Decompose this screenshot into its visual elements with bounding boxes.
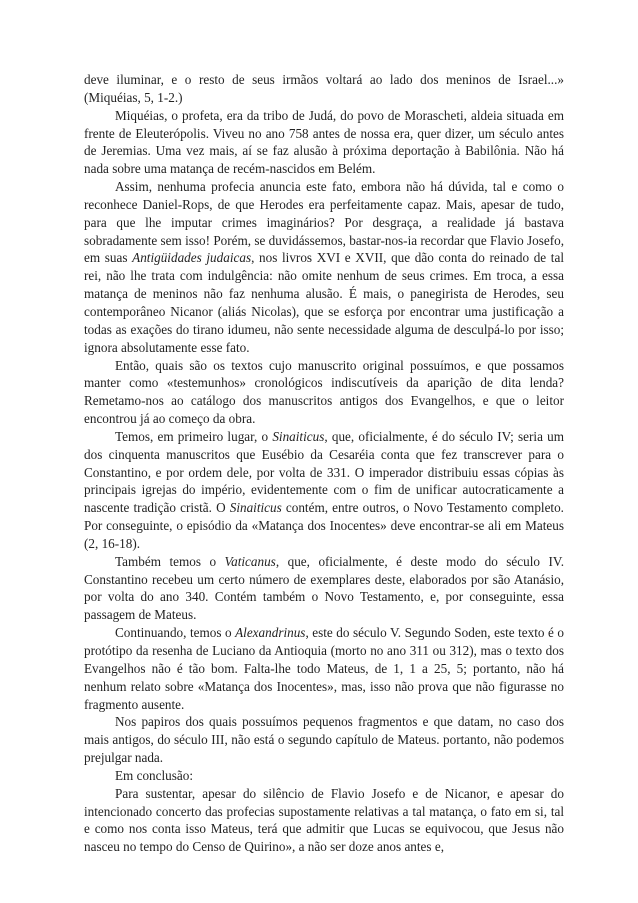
paragraph-10 [84, 785, 564, 856]
manuscript-name-italic: Vaticanus [224, 553, 276, 569]
paragraph-text: Então, quais são os textos cujo manuscrito original possuímos, e que possamos manter como «testemunhos» cronológicos indiscutíveis da aparição de dita lenda? Remetamo-nos ao catálogo dos manuscritos antigos dos Evangelhos, e que o leitor encontrou já ao começo da obra. [84, 357, 564, 427]
paragraph-9 [84, 767, 564, 785]
paragraph-4 [84, 357, 564, 428]
paragraph-text: Em conclusão: [115, 767, 194, 783]
paragraph-text: , nos livros XVI e XVII, que dão conta do reinado de tal rei, não lhe trata com indulgência: não omite nenhum de seus crimes. Em troca, a essa matança de meninos não faz nenhuma alusão. É mais, o panegirista de Herodes, seu contemporâneo Nicanor (aliás Nicolas), que se esforça por encontrar uma justificação a todas as exações do tirano idumeu, não sente necessidade alguma de desculpá-lo por isso; ignora absolutamente esse fato. [84, 250, 564, 355]
paragraph-5 [84, 428, 564, 553]
paragraph-1 [84, 71, 564, 107]
manuscript-name-italic: Alexandrinus [235, 625, 306, 641]
manuscript-name-italic: Sinaiticus [229, 500, 282, 516]
paragraph-6 [84, 553, 564, 624]
paragraph-text: Nos papiros dos quais possuímos pequenos fragmentos e que datam, no caso dos mais antigos, do século III, não está o segundo capítulo de Mateus. portanto, não podemos prejulgar nada. [84, 714, 564, 766]
paragraph-text: Também temos o [115, 553, 225, 569]
manuscript-name-italic: Sinaiticus [272, 428, 325, 444]
paragraph-text: Miquéias, o profeta, era da tribo de Judá, do povo de Morascheti, aldeia situada em frente de Eleuterópolis. Viveu no ano 758 antes de nossa era, quer dizer, um século antes de Jeremias. Uma vez mais, aí se faz alusão à próxima deportação à Babilônia. Não há nada sobre uma matança de recém-nascidos em Belém. [84, 107, 564, 177]
paragraph-text: contém, entre outros, o Novo Testamento completo. Por conseguinte, o episódio da «Matança dos Inocentes» deve encontrar-se ali em Mateus (2, 16-18). [84, 500, 564, 551]
paragraph-text: , que, oficialmente, é deste modo do século IV. Constantino recebeu um certo número de exemplares deste, elaborados por são Atanásio, por volta do ano 340. Contém também o Novo Testamento, e, por conseguinte, essa passagem de Mateus. [84, 553, 564, 623]
paragraph-7 [84, 624, 564, 713]
paragraph-text: Para sustentar, apesar do silêncio de Flavio Josefo e de Nicanor, e apesar do intencionado concerto das profecias supostamente relativas a tal matança, o fato em si, tal e como nos conta isso Mateus, terá que admitir que Lucas se equivocou, que Jesus não nasceu no tempo do Censo de Quirino», a não ser doze anos antes e, [84, 785, 564, 855]
paragraph-text: Continuando, temos o [115, 625, 236, 641]
paragraph-8 [84, 713, 564, 767]
paragraph-text: Assim, nenhuma profecia anuncia este fato, embora não há dúvida, tal e como o reconhece Daniel-Rops, de que Herodes era perfeitamente capaz. Mais, apesar de tudo, para que lhe imputar crimes imaginários? Por desgraça, a realidade já bastava sobradamente sem isso! Porém, se duvidássemos, bastar-nos-ia recordar que Flavio Josefo, em suas [84, 179, 564, 266]
paragraph-text: , que, oficialmente, é do século IV; seria um dos cinquenta manuscritos que Eusébio da Cesaréia conta que fez transcrever para o Constantino, e por ordem dele, por volta de 331. O imperador distribuiu essas cópias às principais igrejas do império, evidentemente com o fim de unificar autocraticamente a nascente tradição cristã. O [84, 428, 564, 516]
paragraph-3 [84, 178, 564, 356]
paragraph-text: Temos, em primeiro lugar, o [115, 428, 273, 444]
paragraph-text: deve iluminar, e o resto de seus irmãos voltará ao lado dos meninos de Israel...» (Miquéias, 5, 1-2.) [84, 72, 564, 105]
paragraph-2 [84, 107, 564, 178]
book-title-italic: Antigüidades judaicas [132, 250, 252, 266]
paragraph-text: , este do século V. Segundo Soden, este texto é o protótipo da resenha de Luciano da Antioquia (morto no ano 311 ou 312), mas o texto dos Evangelhos não é tão bom. Falta-lhe todo Mateus, de 1, 1 a 25, 5; portanto, não há nenhum relato sobre «Matança dos Inocentes», mas, isso não prova que não figurasse no fragmento ausente. [84, 625, 564, 712]
document-page [84, 71, 564, 856]
